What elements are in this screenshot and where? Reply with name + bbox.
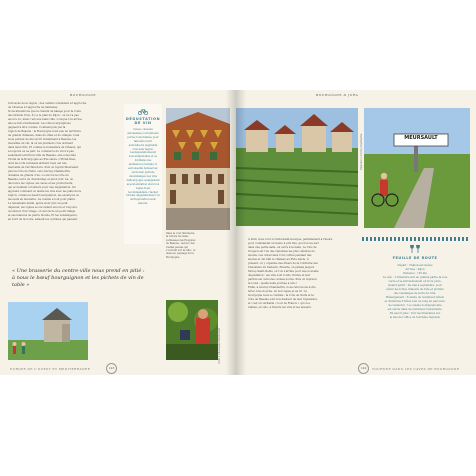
sidebar-line: reprendre le [134,198,151,202]
sidebar-line: vélo ensuite. [137,198,157,206]
vineyard-village-photo [236,108,358,226]
sidebar-line: modération et [132,182,151,186]
sidebar-line: un bon repas. [135,182,160,190]
sidebar-line: grands crus de [132,143,158,151]
sidebar-line: de cracher lors [126,190,159,198]
left-running-head: BOURGOGNE [70,93,97,97]
text-line: dans une petite salle, un verre à la main. Le Clos de [248,246,317,249]
text-line: Vougeot est l'un des vignobles les plus célèbres du [248,250,315,253]
route-title: FEUILLE DE ROUTE [392,256,438,260]
text-line: réalisé, en vélo, à travers les vins et les saveurs. [248,306,312,309]
right-text-column [248,238,356,310]
sidebar-line: Il est recommandé [127,186,151,194]
text-line: Côte de Beaune sont à la hauteur de leur réputation, [248,298,318,301]
sidebar-title: DÉGUSTATION DE VIN [125,117,161,125]
text-line: qui accueillent volontiers pour une dégustation. On [8,186,76,189]
sidebar-line: gratuites et se font [134,155,158,163]
left-text-column [8,102,120,222]
text-line: région, comme le bœuf bourguignon, les escargots ou [8,194,80,197]
vertical-caption-left: Arrêt à Chassagne-Montrachet [218,327,221,364]
bicycle-icon [138,108,148,117]
hospices-photo [166,108,230,230]
text-line: a toujours eu sa part. Le commerce du vin n'a pas [8,150,74,153]
route-line: Départ : Chalon-sur-Saône [397,264,433,267]
text-line: pour commander un menu à prix fixe, qu'on nous sert [248,242,319,245]
text-line: les œufs en meurette. La cuisine a tout pour plaire. [8,198,76,201]
text-line: dégustation : les vins sont ronds, fruités et leur [248,274,311,277]
right-page-number: 149 [358,363,369,374]
sidebar-line: en période de [129,170,155,178]
route-line: des vendanges de la fin de l'été. [393,292,437,295]
text-line: Nous attendrons que le chemin de halage pour la route [8,110,81,113]
sidebar-line: dégustent avec [126,178,160,186]
sidebar-line: visiteurs les [133,143,149,147]
text-line: dans leurs fûts. Et comme le monastère de Cîteaux, qui [8,146,82,149]
text-line: la route : quelle belle journée à vélo ! [248,282,298,285]
road-sign-text: MEURSAULT [404,135,438,141]
text-line: Enfin, à Gevrey-Chambertin, nous retrouvons notre [248,286,316,289]
text-line: découvre les vignes, les caves et les producteurs, [8,182,74,185]
text-line: seulement enrichi la ville de Beaune, elle a façonné [8,154,76,157]
sidebar-line: Les vins de [126,174,157,182]
sidebar-line: l'année pour faire [133,135,159,143]
sidebar-line: dégustations [134,151,151,155]
route-line: Quand partir : De mai à septembre, pour [388,284,442,287]
sidebar-line: réserver, surtout [131,167,159,174]
text-line: nous permet de découvrir notamment à Beaune, les [8,138,77,141]
sidebar-body [126,128,160,206]
text-line: hôtel. Une douche, un bon repas et au lit : la [248,290,307,293]
text-line: murailles du vin, là où les premiers crus dorment [8,142,73,145]
text-line: déjeuner, les vignes se succèdent encore et toujours. [8,206,78,209]
route-line: Distance : 135 km [403,272,427,275]
text-line: encore vu, mais c'est une belle ville ; lorsque l'on arrive, [8,118,83,121]
text-line: des Grands Crus. Il y a le plan de Dijon : on ne l'a pas [8,114,79,117]
text-line: Au détour d'un virage, on découvre un petit village [8,210,76,213]
route-line: Arrivée : Dijon [405,268,425,271]
sidebar-line: leurs portes toute [127,131,159,139]
book-spread [0,90,476,375]
text-line: Chevaliers du Tastevin. Ensuite, on pédale jusqu'à [248,266,315,269]
left-page-number: 146 [106,363,117,374]
sidebar-line: vendanges. [132,174,147,178]
text-line: Le lendemain matin, après avoir pris un petit [8,202,68,205]
sidebar-line: dans une ambiance [128,159,152,167]
book-gutter [226,90,246,375]
text-line: apprend comment on marie les vins avec les plats de la [8,190,81,193]
text-line: l'hôtel de la Bourgogne au XVe siècle. L'Hôtel-Dieu, [8,158,77,161]
vertical-caption-right: Déjeuner à Gevrey-Chambertin [360,133,363,170]
pull-quote: « Une brasserie du centre-ville nous prend en pitié : à nous le bœuf bourguignon et les pichets de vin de table » [12,268,145,288]
left-footer: EUROPE DE L'OUEST ET MÉDITERRANÉE [10,367,91,371]
text-line: bourgogne nous a comblés ; la Côte de Nuits et la [248,294,314,297]
sidebar-line: découvrir aux [128,139,153,147]
right-footer: TOURNÉE DANS LES CAVES DE BOURGOGNE [372,367,460,371]
route-line: est servie dans de nombreux restaurants. [387,308,443,311]
sidebar-line: conviviale. Il est [127,163,158,171]
sidebar-line: la région. Les [129,147,154,155]
text-line: siècles et ont bâti le château au XVIe siècle. À [248,258,309,261]
route-details [364,264,466,320]
text-line: et c'est un véritable « tour de France » qu'on a [248,302,310,305]
text-line: présent, on y organise des dîners de la Confrérie des [248,262,318,265]
text-line: Morey-Saint-Denis, où l'on s'arrête pour une nouvelle [248,270,319,273]
text-line: de grands châteaux, mais de villes et de villages. Cela [8,134,80,137]
sidebar-line: si l'on doit [129,194,160,202]
text-line: au bord de la route, saluent les cyclistes qui passent. [8,218,78,221]
chateau-photo [8,302,88,360]
route-line: Se restaurer : La cuisine bourguignonne [388,304,442,307]
sidebar-line: sont souvent [128,151,157,159]
sidebar-line: Bourgogne se [129,178,147,182]
left-page [0,90,236,375]
text-line: merveille de l'architecture. Puis on rejoint Meursault, [8,166,79,169]
route-line: le site de l'office de tourisme régional. [389,316,441,319]
route-line: En savoir plus : Voir les itinéraires sur [389,312,441,315]
right-page [236,90,476,375]
route-line: Hébergement : Il existe de nombreux hôtels [386,296,444,299]
sidebar-line: Caves, caveaux et [127,128,153,135]
text-line: région de Beaune : la Bourgogne n'est pas un territoire [8,130,81,133]
sidebar-line: domaines ouvrent [129,131,153,135]
text-line: gagnent à être connus. Commençons par la [8,126,66,129]
route-line: Le vélo : L'itinéraire suit en grande partie la voie [382,276,448,279]
route-line: verte et se fait facilement en trois jours. [388,280,442,283]
text-line: domaine de grands crus, ou encore la Côte de [8,174,69,177]
sidebar-line: des dégustations [130,194,153,198]
text-line: et ses maisons de pierre blonde. Et les vendangeurs, [8,214,78,217]
decorative-border [362,237,468,241]
meursault-sign-photo [364,108,470,228]
hospices-caption: Dans la cour intérieure, la toiture de tuiles vernissées des Hospices de Beaune ; autour, des ruelles pavées qui s'ouvrent sur la ville ; ci-dessous, paysage de la Bourgogne. [166,232,196,259]
route-line: éviter les fortes chaleurs de l'été et profiter [386,288,444,291]
text-line: retrouvés de la région ; des celliers s'étendent à l'approche [8,102,87,105]
text-line: monde. Les cisterciens l'ont cultivé pendant des [248,254,312,257]
text-line: parfum est celui des cerises noires. Puis on reprend [248,278,317,281]
sidebar-line: conseillé de [131,167,147,171]
text-line: À midi, nous voici à Nuits-Saint-Georges, parfaitement à l'heure [248,238,333,241]
wine-tasting-sidebar [124,104,162,244]
vineyard-worker-photo [166,300,218,360]
text-line: elle se fait si facilement. Les vins bourguignons [8,122,71,125]
wine-glass-icon [408,244,422,256]
text-line: puis la Côte de Nuits, vers Gevrey-Chambertin, [8,170,71,173]
text-line: dont les toits vernissés attirent l'œil, est une [8,162,67,165]
text-line: Beaune, terre de chardonnay et pinot noir. Là, on [8,178,74,181]
right-running-head: BOURGOGNE & JURA [316,93,359,97]
text-line: de l'Avenue à l'approche de Santenay. [8,106,58,109]
route-line: et chambres d'hôtes tout au long du parcours. [384,300,446,303]
